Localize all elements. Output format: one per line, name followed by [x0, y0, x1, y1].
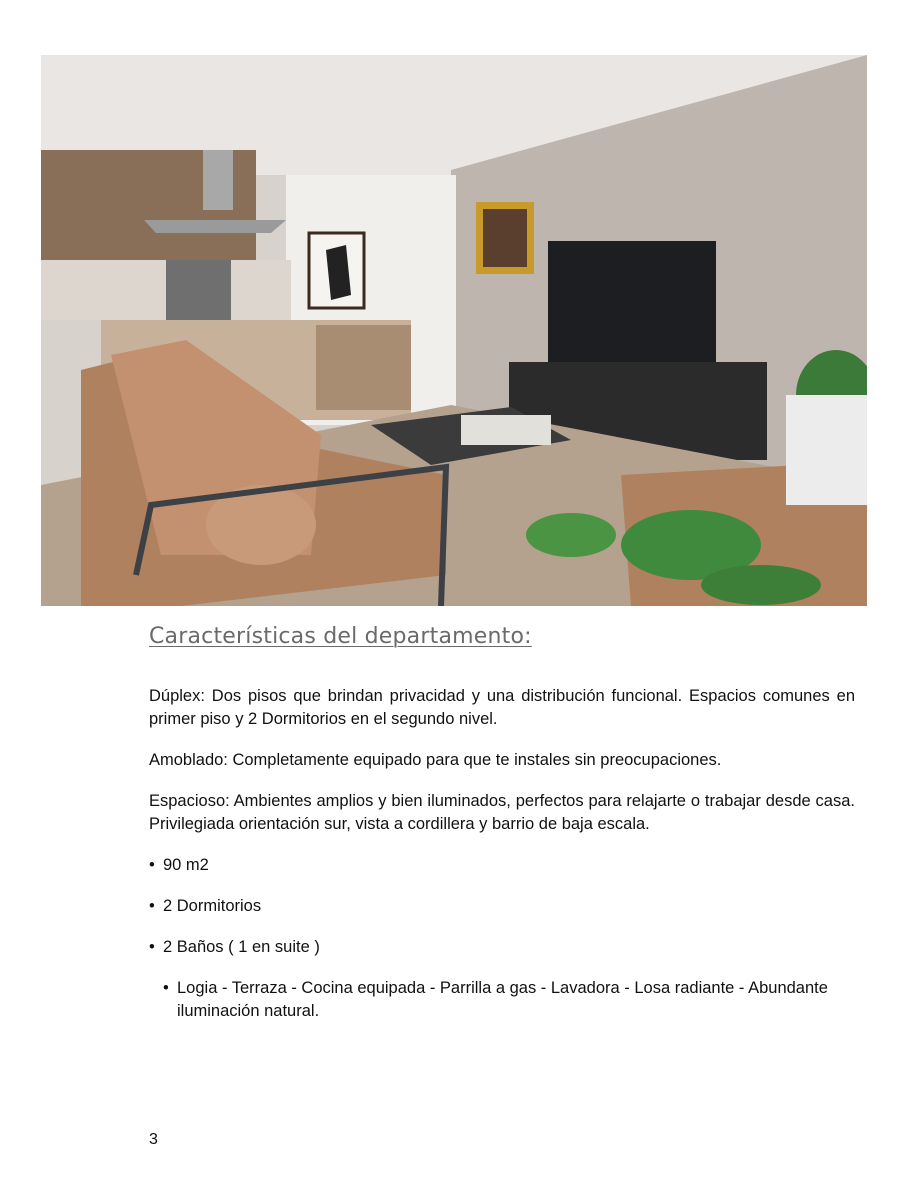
bullet-icon: • — [163, 979, 169, 997]
feature-list — [149, 685, 855, 1041]
list-item — [149, 895, 855, 918]
living-room-photo — [41, 55, 867, 606]
list-item — [149, 977, 855, 1023]
list-item-text: 90 m2 — [163, 856, 209, 874]
list-item — [149, 854, 855, 877]
bullet-icon: • — [149, 856, 155, 874]
list-item-text: 2 Baños ( 1 en suite ) — [163, 938, 320, 956]
paragraph-amoblado: Amoblado: Completamente equipado para que te instales sin preocupaciones. — [149, 751, 722, 769]
list-item — [149, 936, 855, 959]
bullet-icon: • — [149, 938, 155, 956]
section-heading: Características del departamento: — [149, 624, 532, 649]
list-item-text: 2 Dormitorios — [163, 897, 262, 915]
paragraph-duplex: Dúplex: Dos pisos que brindan privacidad y una distribución funcional. Espacios comunes en primer piso y 2 Dormitorios en el segundo nivel. — [149, 687, 855, 728]
page-number: 3 — [149, 1131, 158, 1148]
paragraph-espacioso: Espacioso: Ambientes amplios y bien iluminados, perfectos para relajarte o trabajar desde casa. Privilegiada orientación sur, vista a cordillera y barrio de baja escala. — [149, 792, 855, 833]
list-item-text: Logia - Terraza - Cocina equipada - Parrilla a gas - Lavadora - Losa radiante - Abundante iluminación natural. — [177, 979, 828, 1020]
bullet-icon: • — [149, 897, 155, 915]
